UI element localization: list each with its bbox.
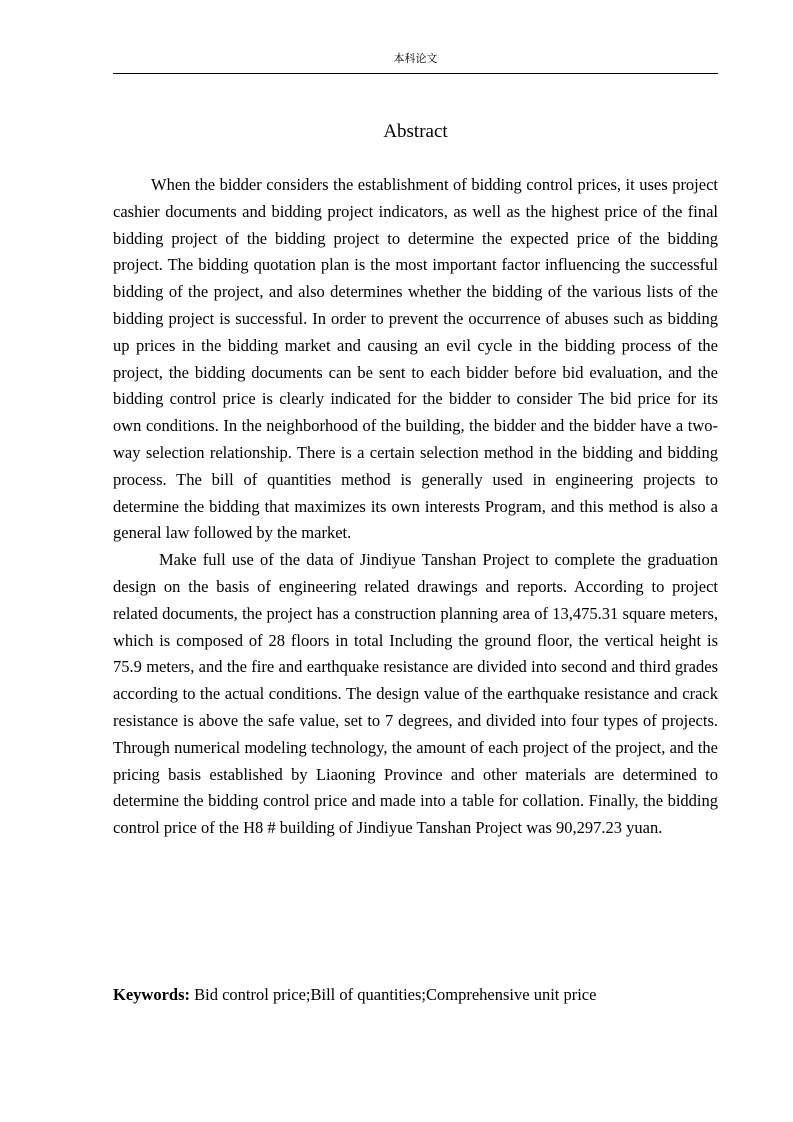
abstract-paragraph-1: When the bidder considers the establishment of bidding control prices, it uses project cashier documents and bidding project indicators, as well as the highest price of the final bidding project of the bidding project to determine the expected price of the bidding project. The bidding quotation plan is the most important factor influencing the successful bidding of the project, and also determines whether the bidding of the various lists of the bidding project is successful. In order to prevent the occurrence of abuses such as bidding up prices in the bidding market and causing an evil cycle in the bidding process of the project, the bidding documents can be sent to each bidder before bid evaluation, and the bidding control price is clearly indicated for the bidder to consider The bid price for its own conditions. In the neighborhood of the building, the bidder and the bidder have a two-way selection relationship. There is a certain selection method in the bidding and bidding process. The bill of quantities method is generally used in engineering projects to determine the bidding that maximizes its own interests Program, and this method is also a general law followed by the market. (113, 175, 718, 543)
running-header: 本科论文 (393, 52, 438, 65)
keywords-label: Keywords: (113, 985, 190, 1004)
header-rule (113, 73, 718, 74)
abstract-body (113, 172, 718, 842)
keywords-line (113, 982, 718, 1008)
keywords-text: Bid control price;Bill of quantities;Comprehensive unit price (194, 985, 597, 1004)
abstract-title: Abstract (383, 121, 448, 142)
abstract-paragraph-2: Make full use of the data of Jindiyue Tanshan Project to complete the graduation design on the basis of engineering related drawings and reports. According to project related documents, the project has a construction planning area of 13,475.31 square meters, which is composed of 28 floors in total Including the ground floor, the vertical height is 75.9 meters, and the fire and earthquake resistance are divided into second and third grades according to the actual conditions. The design value of the earthquake resistance and crack resistance is above the safe value, set to 7 degrees, and divided into four types of projects. Through numerical modeling technology, the amount of each project of the project, and the pricing basis established by Liaoning Province and other materials are determined to determine the bidding control price and made into a table for collation. Finally, the bidding control price of the H8 # building of Jindiyue Tanshan Project was 90,297.23 yuan. (113, 550, 718, 838)
